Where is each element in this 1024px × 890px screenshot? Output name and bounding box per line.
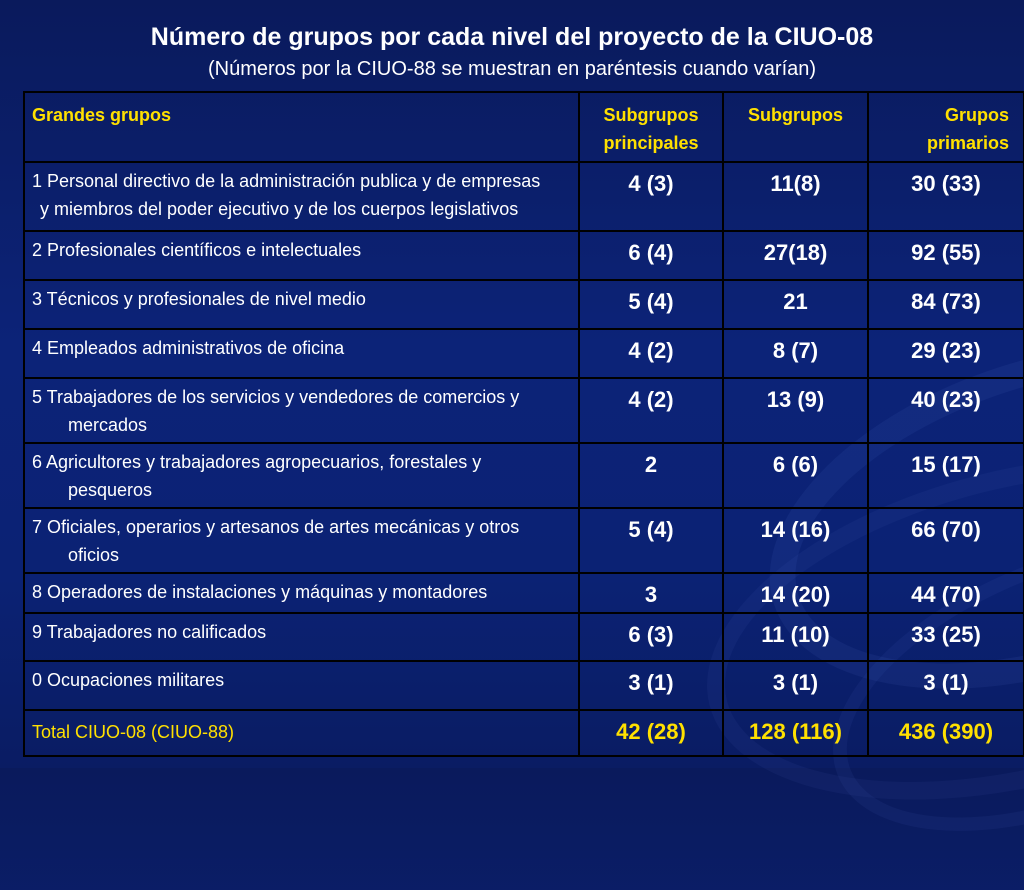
cell-subgrupos: 27(18)	[723, 231, 868, 280]
row-name-cell	[24, 378, 579, 443]
cell-subgrupos-principales: 4 (2)	[579, 329, 723, 378]
row-name-cell	[24, 162, 579, 231]
row-name: 1 Personal directivo de la administración publica y de empresas	[32, 171, 541, 191]
table-row	[24, 508, 1024, 573]
table-row	[24, 573, 1024, 613]
table-row	[24, 378, 1024, 443]
cell-subgrupos-principales: 2	[579, 443, 723, 508]
row-name-continuation: y miembros del poder ejecutivo y de los cuerpos legislativos	[40, 199, 519, 219]
total-subgrupos-principales: 42 (28)	[579, 710, 723, 756]
cell-grupos-primarios: 44 (70)	[868, 573, 1024, 613]
slide-title: Número de grupos por cada nivel del proyecto de la CIUO-08	[150, 23, 874, 51]
header-grupos-primarios: Grupos primarios	[868, 92, 1024, 162]
table-row	[24, 280, 1024, 329]
row-name-continuation: oficios	[68, 545, 120, 565]
cell-grupos-primarios: 15 (17)	[868, 443, 1024, 508]
row-name-continuation: pesqueros	[68, 480, 153, 500]
table-row	[24, 661, 1024, 710]
table-header-row	[24, 92, 1024, 162]
header-subgrupos-principales: Subgrupos principales	[579, 92, 723, 162]
cell-grupos-primarios: 33 (25)	[868, 613, 1024, 661]
cell-grupos-primarios: 84 (73)	[868, 280, 1024, 329]
groups-table	[23, 91, 1024, 757]
cell-grupos-primarios: 3 (1)	[868, 661, 1024, 710]
row-name: 0 Ocupaciones militares	[24, 661, 579, 710]
cell-grupos-primarios: 40 (23)	[868, 378, 1024, 443]
row-name: 6 Agricultores y trabajadores agropecuarios, forestales y	[32, 452, 482, 472]
table-row	[24, 231, 1024, 280]
cell-subgrupos-principales: 4 (3)	[579, 162, 723, 231]
table-total-row	[24, 710, 1024, 756]
row-name: 8 Operadores de instalaciones y máquinas y montadores	[24, 573, 579, 613]
row-name-cell	[24, 443, 579, 508]
cell-subgrupos-principales: 3 (1)	[579, 661, 723, 710]
row-name: 5 Trabajadores de los servicios y vendedores de comercios y	[32, 387, 520, 407]
header-grandes-grupos: Grandes grupos	[24, 92, 579, 162]
cell-subgrupos: 14 (16)	[723, 508, 868, 573]
total-label: Total CIUO-08 (CIUO-88)	[24, 710, 579, 756]
table-row	[24, 443, 1024, 508]
cell-grupos-primarios: 92 (55)	[868, 231, 1024, 280]
cell-grupos-primarios: 66 (70)	[868, 508, 1024, 573]
header-subgrupos: Subgrupos	[723, 92, 868, 162]
cell-subgrupos-principales: 5 (4)	[579, 280, 723, 329]
row-name-cell	[24, 508, 579, 573]
cell-subgrupos: 14 (20)	[723, 573, 868, 613]
cell-subgrupos-principales: 3	[579, 573, 723, 613]
total-grupos-primarios: 436 (390)	[868, 710, 1024, 756]
cell-grupos-primarios: 29 (23)	[868, 329, 1024, 378]
cell-subgrupos: 11 (10)	[723, 613, 868, 661]
cell-subgrupos: 11(8)	[723, 162, 868, 231]
cell-subgrupos: 21	[723, 280, 868, 329]
row-name: 4 Empleados administrativos de oficina	[24, 329, 579, 378]
row-name: 2 Profesionales científicos e intelectuales	[24, 231, 579, 280]
table-row	[24, 162, 1024, 231]
table-row	[24, 613, 1024, 661]
slide-subtitle: (Números por la CIUO-88 se muestran en paréntesis cuando varían)	[207, 58, 817, 80]
cell-subgrupos-principales: 6 (4)	[579, 231, 723, 280]
cell-subgrupos: 6 (6)	[723, 443, 868, 508]
row-name-continuation: mercados	[68, 415, 148, 435]
row-name: 9 Trabajadores no calificados	[24, 613, 579, 661]
cell-subgrupos: 3 (1)	[723, 661, 868, 710]
total-subgrupos: 128 (116)	[723, 710, 868, 756]
cell-grupos-primarios: 30 (33)	[868, 162, 1024, 231]
row-name: 3 Técnicos y profesionales de nivel medio	[24, 280, 579, 329]
cell-subgrupos: 8 (7)	[723, 329, 868, 378]
cell-subgrupos-principales: 5 (4)	[579, 508, 723, 573]
row-name: 7 Oficiales, operarios y artesanos de artes mecánicas y otros	[32, 517, 520, 537]
cell-subgrupos-principales: 6 (3)	[579, 613, 723, 661]
table-row	[24, 329, 1024, 378]
cell-subgrupos-principales: 4 (2)	[579, 378, 723, 443]
cell-subgrupos: 13 (9)	[723, 378, 868, 443]
